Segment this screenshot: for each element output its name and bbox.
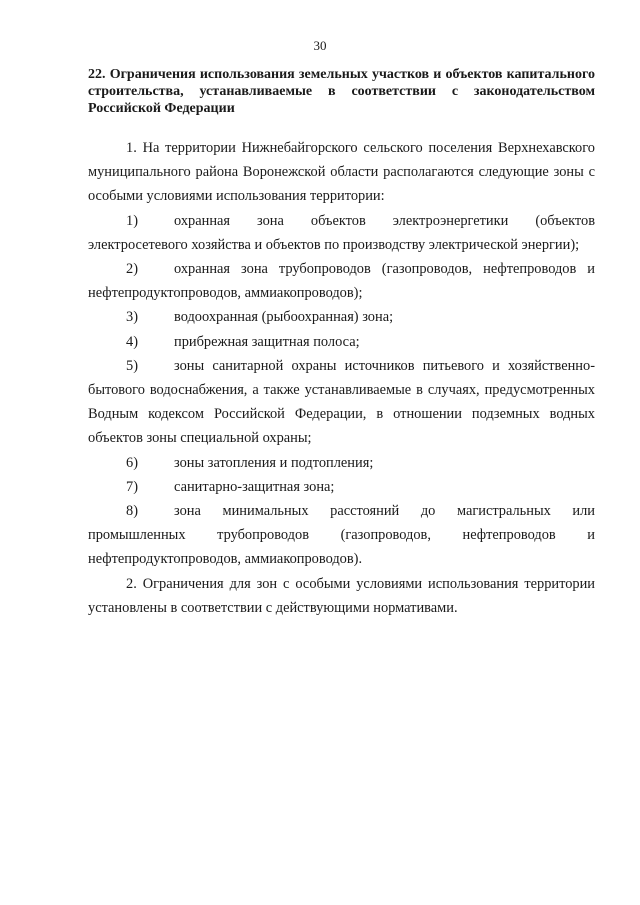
list-item-text: охранная зона трубопроводов (газопроводов, нефтепроводов и нефтепродуктопроводов, аммиакопроводов); <box>88 261 595 302</box>
list-item-text: санитарно-защитная зона; <box>174 478 335 495</box>
section-heading: 22. Ограничения использования земельных участков и объектов капитального строительства, устанавливаемые в соответствии с законодательством Российской Федерации <box>88 67 595 116</box>
list-item-text: зоны затопления и подтопления; <box>174 454 374 471</box>
list-item <box>88 354 595 451</box>
list-item-number: 8) <box>126 503 138 520</box>
final-paragraph: 2. Ограничения для зон с особыми условиями использования территории установлены в соответствии с действующими нормативами. <box>88 575 595 616</box>
list-item-number: 7) <box>126 478 138 495</box>
document-body <box>88 136 595 620</box>
list-item <box>88 499 595 572</box>
list-item-number: 1) <box>126 212 138 229</box>
intro-paragraph: 1. На территории Нижнебайгорского сельского поселения Верхнехавского муниципального района Воронежской области располагаются следующие зоны с особыми условиями использования территории: <box>88 140 595 205</box>
list-item <box>88 257 595 305</box>
list-item <box>88 475 595 499</box>
list-item <box>88 451 595 475</box>
list-item <box>88 305 595 329</box>
list-item-number: 4) <box>126 333 138 350</box>
list-item-text: зона минимальных расстояний до магистральных или промышленных трубопроводов (газопроводов, нефтепроводов и нефтепродуктопроводов, аммиакопроводов). <box>88 503 595 568</box>
list-item-number: 2) <box>126 261 138 278</box>
page-number: 30 <box>313 38 327 53</box>
list-item-text: зоны санитарной охраны источников питьевого и хозяйственно-бытового водоснабжения, а также устанавливаемые в случаях, предусмотренных Водным кодексом Российской Федерации, в отношении подземных водных объектов зоны специальной охраны; <box>88 357 595 447</box>
list-item-number: 6) <box>126 454 138 471</box>
list-item-text: охранная зона объектов электроэнергетики (объектов электросетевого хозяйства и объектов по производству электрической энергии); <box>88 212 595 253</box>
list-item <box>88 209 595 257</box>
list-item-number: 5) <box>126 357 138 374</box>
list-item-number: 3) <box>126 309 138 326</box>
list-item-text: прибрежная защитная полоса; <box>174 333 360 350</box>
list-item <box>88 330 595 354</box>
list-item-text: водоохранная (рыбоохранная) зона; <box>174 309 394 326</box>
